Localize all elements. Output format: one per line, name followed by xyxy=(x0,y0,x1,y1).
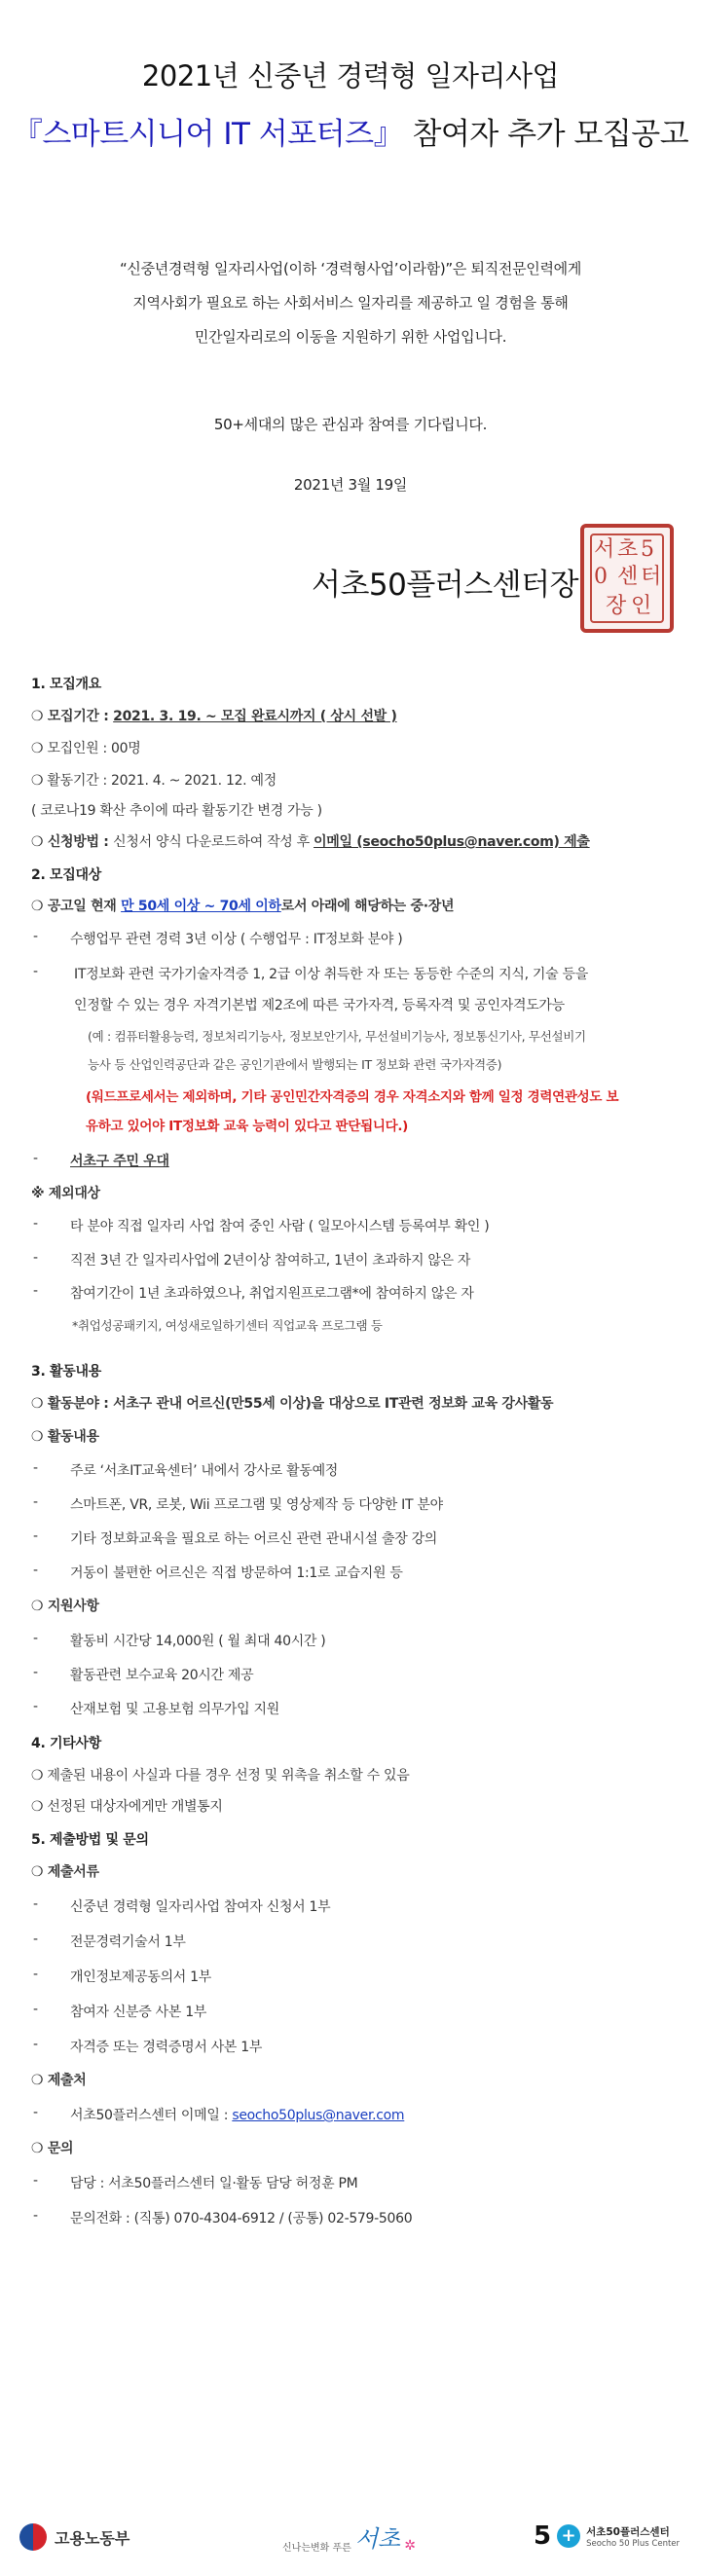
list-dash: - xyxy=(33,1699,39,1714)
destination-item: 서초50플러스센터 이메일 : seocho50plus@naver.com xyxy=(70,2108,405,2123)
cert-examples-1: (예 : 컴퓨터활용능력, 정보처리기능사, 정보보안기사, 무선설비기능사, 정보통신기사, 무선설비기 xyxy=(88,1029,586,1044)
intro-invite: 50+세대의 많은 관심과 참여를 기다립니다. xyxy=(213,416,488,433)
list-dash: - xyxy=(33,1896,39,1912)
inquiry-phone: 문의전화 : (직통) 070-4304-6912 / (공통) 02-579-5060 xyxy=(70,2211,413,2226)
recruit-count: ❍ 모집인원 : 00명 xyxy=(31,741,141,756)
list-dash: - xyxy=(33,1250,39,1266)
activity-period: ❍ 활동기간 : 2021. 4. ~ 2021. 12. 예정 xyxy=(31,773,277,789)
list-dash: - xyxy=(33,2173,39,2189)
target-item-2a: IT정보화 관련 국가기술자격증 1, 2급 이상 취득한 자 또는 동등한 수준의 지식, 기술 등을 xyxy=(74,967,588,982)
list-dash: - xyxy=(33,1494,39,1510)
exclude-note: *취업성공패키지, 여성새로일하기센터 직업교육 프로그램 등 xyxy=(72,1318,383,1333)
activity-item-1: 주로 ‘서초IT교육센터’ 내에서 강사로 활동예정 xyxy=(70,1463,339,1479)
apply-method: ❍ 신청방법 : 신청서 양식 다운로드하여 작성 후 이메일 (seocho50plus@naver.com) 제출 xyxy=(31,834,590,850)
list-dash: - xyxy=(33,1665,39,1680)
inquiry-heading: ❍ 문의 xyxy=(31,2141,74,2156)
doc-item-4: 참여자 신분증 사본 1부 xyxy=(70,2005,207,2020)
list-dash: - xyxy=(33,1528,39,1544)
list-dash: - xyxy=(33,1932,39,1947)
intro-line-3: 민간일자리로의 이동을 지원하기 위한 사업입니다. xyxy=(194,328,507,346)
activity-content-heading: ❍ 활동내용 xyxy=(31,1429,99,1445)
list-dash: - xyxy=(33,2002,39,2017)
cert-examples-2: 능사 등 산업인력공단과 같은 공인기관에서 발행되는 IT 정보화 관련 국가자격증) xyxy=(88,1057,502,1072)
subtitle-suffix: 참여자 추가 모집공고 xyxy=(412,117,689,152)
other-note-2: ❍ 선정된 대상자에게만 개별통지 xyxy=(31,1799,223,1815)
notice-date: 2021년 3월 19일 xyxy=(293,476,408,494)
support-heading: ❍ 지원사항 xyxy=(31,1599,99,1614)
cert-warning-1: (워드프로세서는 제외하며, 기타 공인민간자격증의 경우 자격소지와 함께 일정 경력연관성도 보 xyxy=(86,1089,619,1105)
list-dash: - xyxy=(33,1631,39,1646)
doc-item-3: 개인정보제공동의서 1부 xyxy=(70,1969,211,1985)
list-dash: - xyxy=(33,2208,39,2224)
exclude-item-3: 참여기간이 1년 초과하였으나, 취업지원프로그램*에 참여하지 않은 자 xyxy=(70,1286,474,1302)
section-5-heading: 5. 제출방법 및 문의 xyxy=(31,1832,149,1848)
program-name: 『스마트시니어 IT 서포터즈』 xyxy=(12,117,404,152)
section-1-heading: 1. 모집개요 xyxy=(31,677,101,692)
doc-item-5: 자격증 또는 경력증명서 사본 1부 xyxy=(70,2040,263,2055)
list-dash: - xyxy=(33,1151,39,1166)
taegeuk-icon xyxy=(19,2523,47,2551)
target-age-range: 만 50세 이상 ~ 70세 이하 xyxy=(121,899,281,914)
section-2-heading: 2. 모집대상 xyxy=(31,867,101,883)
doc-item-2: 전문경력기술서 1부 xyxy=(70,1934,186,1950)
list-dash: - xyxy=(33,2037,39,2052)
intro-line-2: 지역사회가 필요로 하는 사회서비스 일자리를 제공하고 일 경험을 통해 xyxy=(132,294,569,312)
destination-heading: ❍ 제출처 xyxy=(31,2073,87,2088)
list-dash: - xyxy=(33,1283,39,1299)
plus-circle-icon: + xyxy=(557,2524,580,2548)
activity-note: ( 코로나19 확산 추이에 따라 활동기간 변경 가능 ) xyxy=(31,803,322,819)
exclude-item-1: 타 분야 직접 일자리 사업 참여 중인 사람 ( 일모아시스템 등록여부 확인 ) xyxy=(70,1219,490,1234)
section-4-heading: 4. 기타사항 xyxy=(31,1736,101,1751)
exclude-heading: ※ 제외대상 xyxy=(31,1186,100,1201)
activity-field: ❍ 활동분야 : 서초구 관내 어르신(만55세 이상)을 대상으로 IT관련 정보화 교육 강사활동 xyxy=(31,1396,554,1412)
list-dash: - xyxy=(33,964,39,979)
flower-icon: ✲ xyxy=(404,2538,416,2554)
support-item-3: 산재보험 및 고용보험 의무가입 지원 xyxy=(70,1702,279,1717)
apply-email-link[interactable]: 이메일 (seocho50plus@naver.com) 제출 xyxy=(314,834,590,850)
center-director-name: 서초50플러스센터장 xyxy=(312,568,579,603)
target-item-2b: 인정할 수 있는 경우 자격기본법 제2조에 따른 국가자격, 등록자격 및 공인자격도가능 xyxy=(74,998,565,1013)
list-dash: - xyxy=(33,1460,39,1476)
target-item-1: 수행업무 관련 경력 3년 이상 ( 수행업무 : IT정보화 분야 ) xyxy=(70,932,403,947)
page-subtitle xyxy=(0,109,701,153)
activity-item-4: 거동이 불편한 어르신은 직접 방문하여 1:1로 교습지원 등 xyxy=(70,1565,403,1581)
seocho-50plus-logo: 5 + 서초50플러스센터 Seocho 50 Plus Center xyxy=(534,2521,681,2551)
activity-item-2: 스마트폰, VR, 로봇, Wii 프로그램 및 영상제작 등 다양한 IT 분야 xyxy=(70,1497,443,1513)
moel-logo: 고용노동부 xyxy=(19,2523,129,2551)
seocho-logo: 신나는변화 푸른 서초 ✲ xyxy=(282,2525,416,2554)
cert-warning-2: 유하고 있어야 IT정보화 교육 능력이 있다고 판단됩니다.) xyxy=(86,1119,409,1134)
exclude-item-2: 직전 3년 간 일자리사업에 2년이상 참여하고, 1년이 초과하지 않은 자 xyxy=(70,1253,471,1269)
activity-item-3: 기타 정보화교육을 필요로 하는 어르신 관련 관내시설 출장 강의 xyxy=(70,1531,438,1547)
list-dash: - xyxy=(33,1563,39,1578)
doc-item-1: 신중년 경력형 일자리사업 참여자 신청서 1부 xyxy=(70,1899,331,1915)
other-note-1: ❍ 제출된 내용이 사실과 다를 경우 선정 및 위촉을 취소할 수 있음 xyxy=(31,1768,410,1784)
list-dash: - xyxy=(33,1216,39,1232)
support-item-2: 활동관련 보수교육 20시간 제공 xyxy=(70,1668,254,1683)
list-dash: - xyxy=(33,929,39,944)
destination-email-link[interactable]: seocho50plus@naver.com xyxy=(232,2108,405,2123)
inquiry-contact: 담당 : 서초50플러스센터 일·활동 담당 허정훈 PM xyxy=(70,2176,358,2191)
official-seal-icon: 서 초 5 0 센 터 장 인 xyxy=(580,524,674,633)
list-dash: - xyxy=(33,1967,39,1982)
intro-line-1: “신중년경력형 일자리사업(이하 ‘경력형사업’이라함)”은 퇴직전문인력에게 xyxy=(119,260,582,277)
docs-heading: ❍ 제출서류 xyxy=(31,1864,99,1880)
recruit-period: ❍ 모집기간 : 2021. 3. 19. ~ 모집 완료시까지 ( 상시 선발 ) xyxy=(31,709,397,724)
list-dash: - xyxy=(33,2105,39,2120)
page-title: 2021년 신중년 경력형 일자리사업 xyxy=(141,59,560,92)
section-3-heading: 3. 활동내용 xyxy=(31,1364,101,1380)
target-item-3: 서초구 주민 우대 xyxy=(70,1154,169,1169)
support-item-1: 활동비 시간당 14,000원 ( 월 최대 40시간 ) xyxy=(70,1634,326,1649)
target-criteria: ❍ 공고일 현재 만 50세 이상 ~ 70세 이하로서 아래에 해당하는 중·장년 xyxy=(31,899,455,914)
